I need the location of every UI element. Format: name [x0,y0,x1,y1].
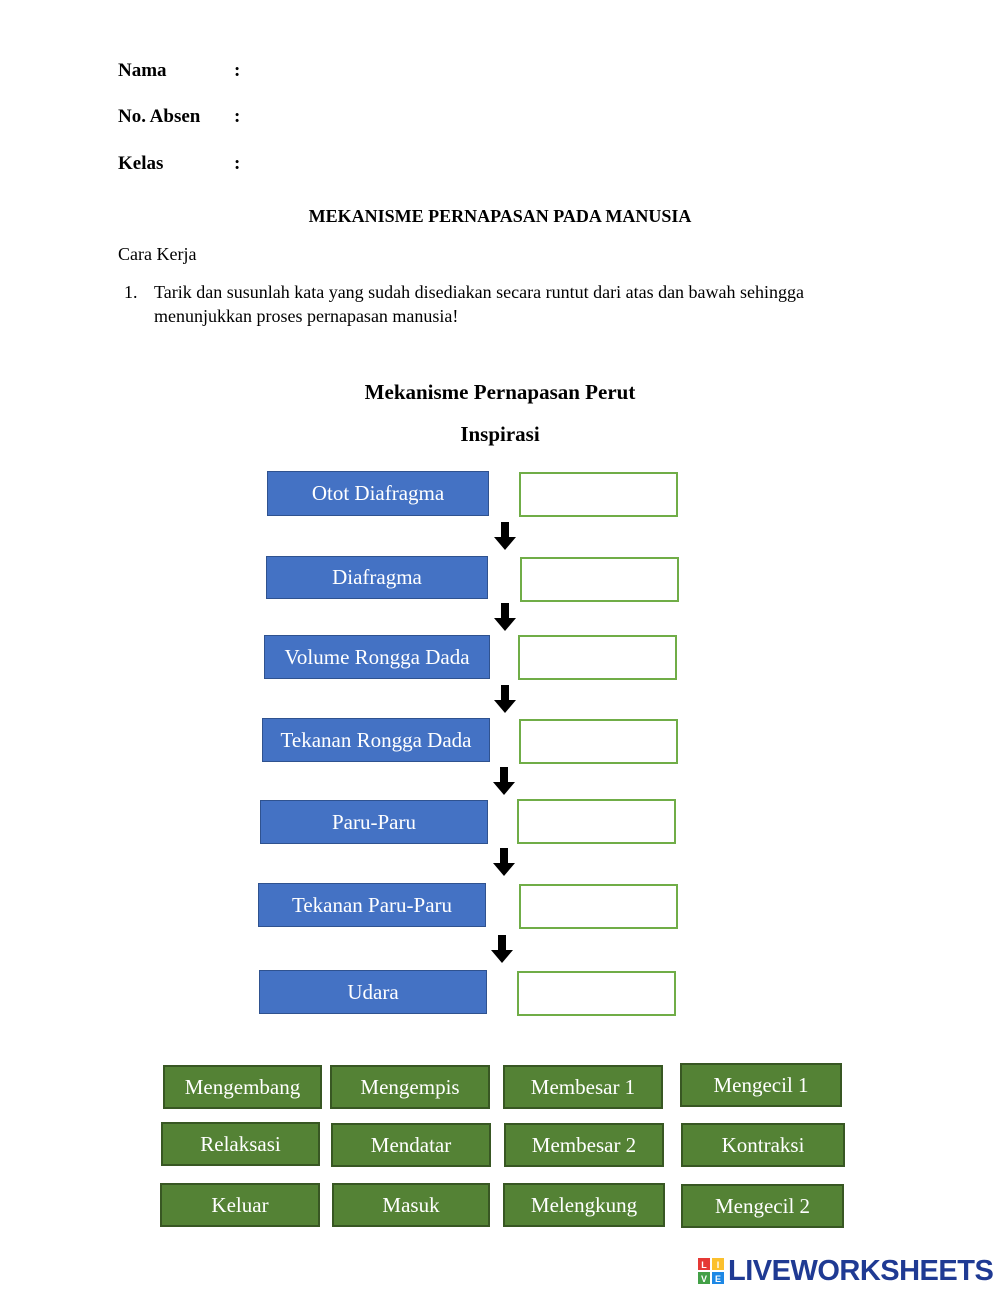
svg-text:V: V [700,1274,708,1284]
arrow-down-icon [494,685,516,713]
name-label: Nama [118,60,167,81]
kelas-colon: : [234,153,241,174]
arrow-down-icon [493,767,515,795]
step-volume-rongga-dada: Volume Rongga Dada [264,635,490,679]
step-tekanan-rongga-dada: Tekanan Rongga Dada [262,718,490,762]
svg-text:L: L [701,1260,707,1270]
absen-colon: : [234,106,241,127]
chip-masuk[interactable]: Masuk [332,1183,490,1227]
liveworksheets-brand [698,1254,993,1288]
name-colon: : [234,60,241,81]
step-otot-diafragma: Otot Diafragma [267,471,489,516]
answer-box-5[interactable] [517,799,676,844]
chip-mengecil-2[interactable]: Mengecil 2 [681,1184,844,1228]
cara-kerja-label: Cara Kerja [118,244,197,264]
chip-mendatar[interactable]: Mendatar [331,1123,491,1167]
answer-box-2[interactable] [520,557,679,602]
step-paru-paru: Paru-Paru [260,800,488,844]
svg-text:E: E [714,1274,722,1284]
chip-melengkung[interactable]: Melengkung [503,1183,665,1227]
chip-mengembang[interactable]: Mengembang [163,1065,322,1109]
step-tekanan-paru-paru: Tekanan Paru-Paru [258,883,486,927]
chip-mengempis[interactable]: Mengempis [330,1065,490,1109]
page-title: MEKANISME PERNAPASAN PADA MANUSIA [308,206,692,226]
brand-name: LIVEWORKSHEETS [728,1254,994,1287]
chip-membesar-2[interactable]: Membesar 2 [504,1123,664,1167]
answer-box-7[interactable] [517,971,676,1016]
diagram-title: Mekanisme Pernapasan Perut [364,380,636,404]
arrow-down-icon [494,603,516,631]
step-udara: Udara [259,970,487,1014]
instruction-number: 1. [124,282,138,302]
arrow-down-icon [491,935,513,963]
chip-relaksasi[interactable]: Relaksasi [161,1122,320,1166]
chip-mengecil-1[interactable]: Mengecil 1 [680,1063,842,1107]
liveworksheets-logo-icon [698,1258,724,1284]
svg-text:I: I [716,1260,720,1270]
answer-box-4[interactable] [519,719,678,764]
answer-box-3[interactable] [518,635,677,680]
answer-box-6[interactable] [519,884,678,929]
absen-label: No. Absen [118,106,201,127]
chip-membesar-1[interactable]: Membesar 1 [503,1065,663,1109]
answer-box-1[interactable] [519,472,678,517]
chip-kontraksi[interactable]: Kontraksi [681,1123,845,1167]
chip-keluar[interactable]: Keluar [160,1183,320,1227]
kelas-label: Kelas [118,153,164,174]
instruction-line-2: menunjukkan proses pernapasan manusia! [154,306,459,326]
arrow-down-icon [493,848,515,876]
step-diafragma: Diafragma [266,556,488,599]
diagram-subtitle: Inspirasi [460,422,540,446]
arrow-down-icon [494,522,516,550]
instruction-line-1: Tarik dan susunlah kata yang sudah disediakan secara runtut dari atas dan bawah sehingga [154,282,805,302]
